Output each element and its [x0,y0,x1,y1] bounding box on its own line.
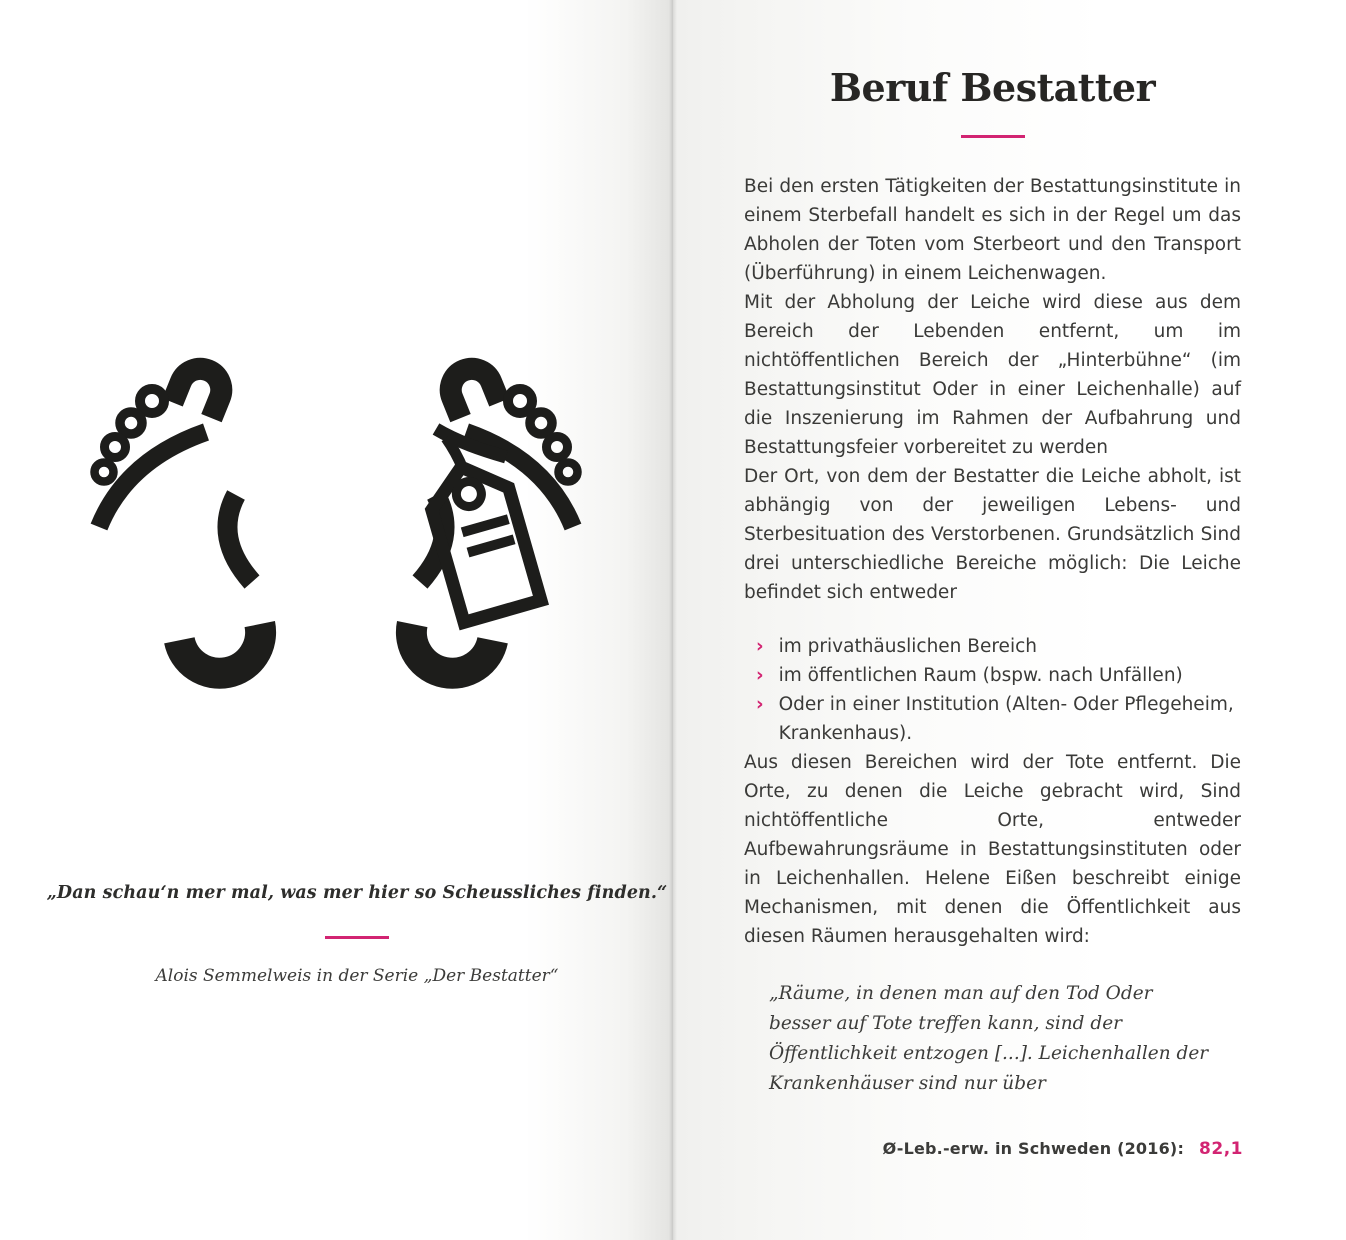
toe [120,412,142,434]
list-item [756,661,1241,690]
paragraph: Bei den ersten Tätigkeiten der Bestattungsinstitute in einem Sterbefall handelt es sich in der Regel um das Abholen der Toten vom Sterbeort und den Transport (Überführung) in einem Leichenwagen. [744,176,1241,284]
paragraph: Mit der Abholung der Leiche wird diese aus dem Bereich der Lebenden entfernt, um im nichtöffentlichen Bereich der „Hinterbühne“ (im Bestattungsinstitut Oder in einer Leichenhalle) auf die Inszenierung im Rahmen der Aufbahrung und Bestattungsfeier vorbereitet zu werden [744,292,1241,458]
toe [105,437,126,458]
bullet-list [744,632,1241,748]
caption-block [40,882,674,986]
left-foot [95,363,268,680]
tag-text-line [462,519,508,532]
toe [95,463,114,482]
title-divider [961,135,1025,138]
block-quote: „Räume, in denen man auf den Tod Oder besser auf Tote treffen kann, sind der Öffentlichkeit entzogen [...]. Leichenhallen der Krankenhäuser sind nur über [769,983,1209,1094]
chevron-bullet-icon: › [756,665,764,686]
caption-attribution: Alois Semmelweis in der Serie „Der Bestatter“ [155,966,559,986]
list-item [756,690,1241,748]
paragraph: Aus diesen Bereichen wird der Tote entfernt. Die Orte, zu denen die Leiche gebracht wird, Sind nichtöffentliche Orte, entweder Aufbewahrungsräume in Bestattungsinstituten oder in Leichenhallen. Helene Eißen beschreibt einige Mechanismen, mit denen die Öffentlichkeit aus diesen Räumen herausgehalten wird: [744,752,1241,947]
caption-divider [325,936,389,939]
toe [140,389,164,413]
tag-body [423,456,541,622]
tag-hole [453,479,484,510]
big-toe [173,363,228,419]
chevron-bullet-icon: › [756,636,764,657]
page-title: Beruf Bestatter [829,65,1156,110]
heel [179,624,267,680]
caption-quote: „Dan schau‘n mer mal, was mer hier so Scheussliches finden.“ [46,883,668,903]
list-item [756,632,1241,661]
list-item-text: im privathäuslichen Bereich [778,636,1037,657]
chevron-bullet-icon: › [756,694,764,715]
page-footer [883,1139,1243,1159]
paragraph: Der Ort, von dem der Bestatter die Leiche abholt, ist abhängig von der jeweiligen Lebens- und Sterbesituation des Verstorbenen. Grundsätzlich Sind drei unterschiedliche Bereiche möglich: Die Leiche befindet sich entweder [744,466,1241,603]
footer-stat-value: 82,1 [1199,1139,1243,1159]
list-item-text: Oder in einer Institution (Alten- Oder Pflegeheim, Krankenhaus). [778,694,1234,744]
body-text [744,172,1241,1099]
tag-text-line [468,539,514,552]
footer-stat-label: Ø-Leb.-erw. in Schweden (2016): [882,1139,1185,1158]
text-column [744,66,1241,1099]
list-item-text: im öffentlichen Raum (bspw. nach Unfällen) [778,665,1183,686]
right-page [673,0,1346,1240]
instep-curve [227,495,252,582]
